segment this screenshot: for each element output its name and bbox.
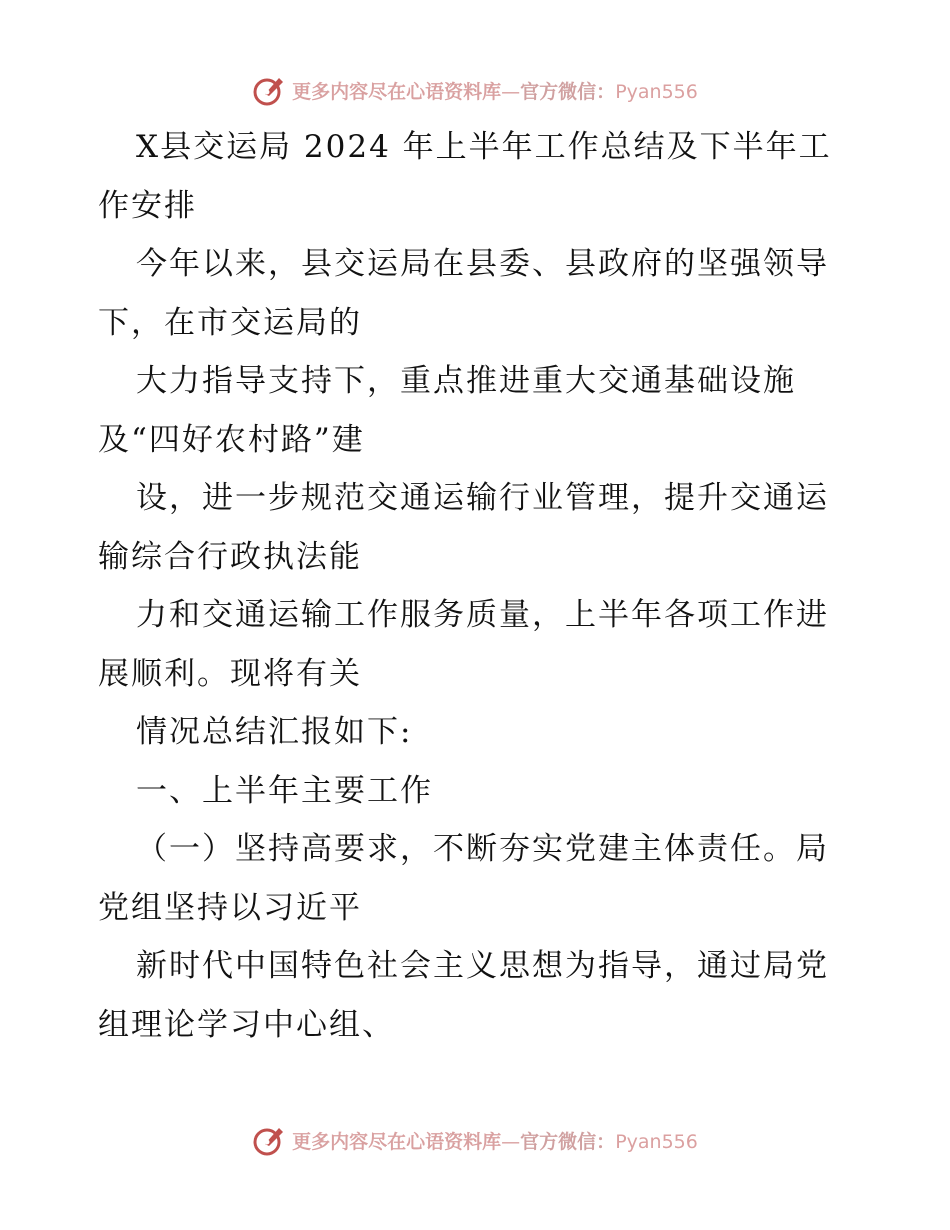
watermark-separator: — bbox=[501, 1130, 521, 1153]
paragraph-line: 组理论学习中心组、 bbox=[98, 1006, 395, 1043]
watermark-text bbox=[292, 1127, 698, 1154]
watermark-wechat-id: Pyan556 bbox=[615, 1130, 698, 1153]
document-body bbox=[98, 118, 858, 1054]
paragraph-line: 情况总结汇报如下: bbox=[136, 714, 413, 750]
watermark-separator: — bbox=[501, 80, 521, 103]
paragraph-line: 力和交通运输工作服务质量，上半年各项工作进 bbox=[136, 597, 829, 633]
paragraph-line: 及“四好农村路”建 bbox=[98, 421, 365, 458]
paragraph-line: 党组坚持以习近平 bbox=[98, 889, 362, 926]
paragraph-line: 输综合行政执法能 bbox=[98, 538, 362, 575]
header-watermark bbox=[0, 68, 950, 112]
watermark-wechat-id: Pyan556 bbox=[615, 80, 698, 103]
footer-watermark bbox=[0, 1118, 950, 1162]
paragraph-line: 今年以来，县交运局在县委、县政府的坚强领导 bbox=[136, 246, 829, 282]
paragraph-line: 展顺利。现将有关 bbox=[98, 655, 362, 692]
pen-nib-circle-icon bbox=[252, 73, 286, 107]
watermark-wechat-label: 官方微信： bbox=[520, 1130, 616, 1153]
pen-nib-circle-icon bbox=[252, 1123, 286, 1157]
title-line-1: X县交运局 2024 年上半年工作总结及下半年工 bbox=[136, 129, 832, 165]
title-line-2: 作安排 bbox=[98, 187, 197, 224]
section-heading: 一、上半年主要工作 bbox=[136, 772, 433, 809]
watermark-main: 更多内容尽在心语资料库 bbox=[292, 80, 502, 103]
paragraph-line: 大力指导支持下，重点推进重大交通基础设施 bbox=[136, 363, 796, 399]
paragraph-line: 下，在市交运局的 bbox=[98, 304, 362, 341]
watermark-wechat-label: 官方微信： bbox=[520, 80, 616, 103]
watermark-text bbox=[292, 77, 698, 104]
subsection-heading: （一）坚持高要求，不断夯实党建主体责任。局 bbox=[136, 831, 829, 867]
paragraph-line: 设，进一步规范交通运输行业管理，提升交通运 bbox=[136, 480, 829, 516]
watermark-main: 更多内容尽在心语资料库 bbox=[292, 1130, 502, 1153]
paragraph-line: 新时代中国特色社会主义思想为指导，通过局党 bbox=[136, 948, 829, 984]
